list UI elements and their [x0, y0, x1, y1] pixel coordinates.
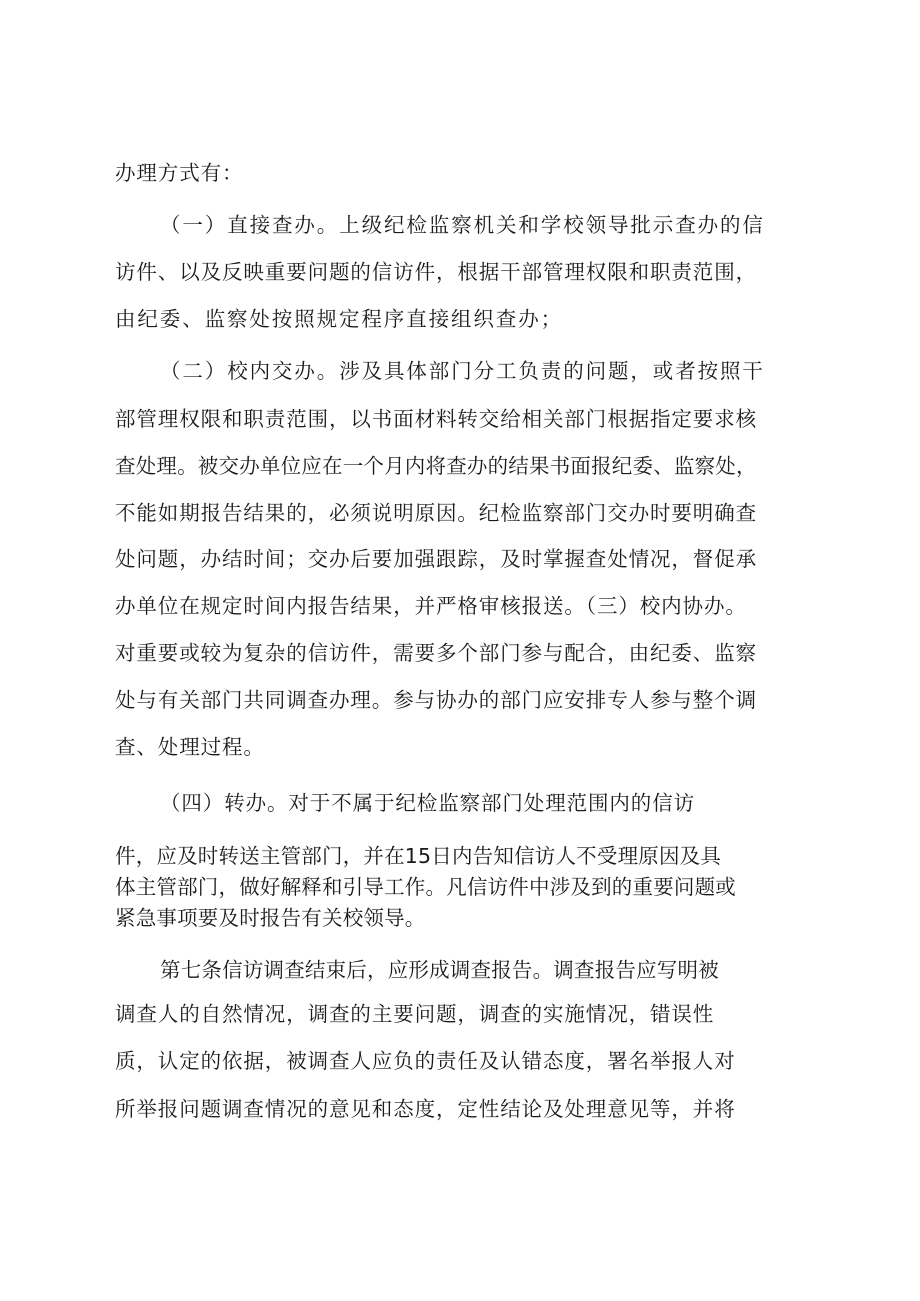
text-line: 第七条信访调查结束后，应形成调查报告。调查报告应写明被 — [160, 958, 719, 982]
text-line: 对重要或较为复杂的信访件，需要多个部门参与配合，由纪委、监察 — [115, 641, 757, 665]
text-line: （一）直接查办。上级纪检监察机关和学校领导批示查办的信 — [160, 213, 765, 237]
text-line: 不能如期报告结果的，必须说明原因。纪检监察部门交办时要明确查 — [115, 501, 757, 525]
text-line: 件，应及时转送主管部门，并在15日内告知信访人不受理原因及具 — [115, 844, 722, 868]
text-line: 办单位在规定时间内报告结果，并严格审核报送。（三）校内协办。 — [115, 594, 747, 618]
text-line: 紧急事项要及时报告有关校领导。 — [115, 906, 426, 930]
text-line: 访件、以及反映重要问题的信访件，根据干部管理权限和职责范围， — [115, 260, 757, 284]
text-line: 查、处理过程。 — [115, 735, 265, 759]
text-line: 查处理。被交办单位应在一个月内将查办的结果书面报纪委、监察处， — [115, 454, 757, 478]
text-line: 体主管部门，做好解释和引导工作。凡信访件中涉及到的重要问题或 — [115, 875, 736, 899]
text-line: 调查人的自然情况，调查的主要问题，调查的实施情况，错误性 — [115, 1002, 715, 1026]
text-line: 由纪委、监察处按照规定程序直接组织查办； — [115, 307, 563, 331]
text-line: 办理方式有： — [115, 161, 244, 185]
text-line: （四）转办。对于不属于纪检监察部门处理范围内的信访 — [160, 791, 695, 815]
text-line: （二）校内交办。涉及具体部门分工负责的问题，或者按照干 — [160, 359, 765, 383]
text-line: 所举报问题调查情况的意见和态度，定性结论及处理意见等，并将 — [115, 1097, 736, 1121]
text-line: 部管理权限和职责范围，以书面材料转交给相关部门根据指定要求核 — [115, 407, 757, 431]
text-line: 质，认定的依据，被调查人应负的责任及认错态度，署名举报人对 — [115, 1049, 736, 1073]
text-line: 处与有关部门共同调查办理。参与协办的部门应安排专人参与整个调 — [115, 688, 757, 712]
text-line: 处问题，办结时间；交办后要加强跟踪，及时掌握查处情况，督促承 — [115, 547, 757, 571]
